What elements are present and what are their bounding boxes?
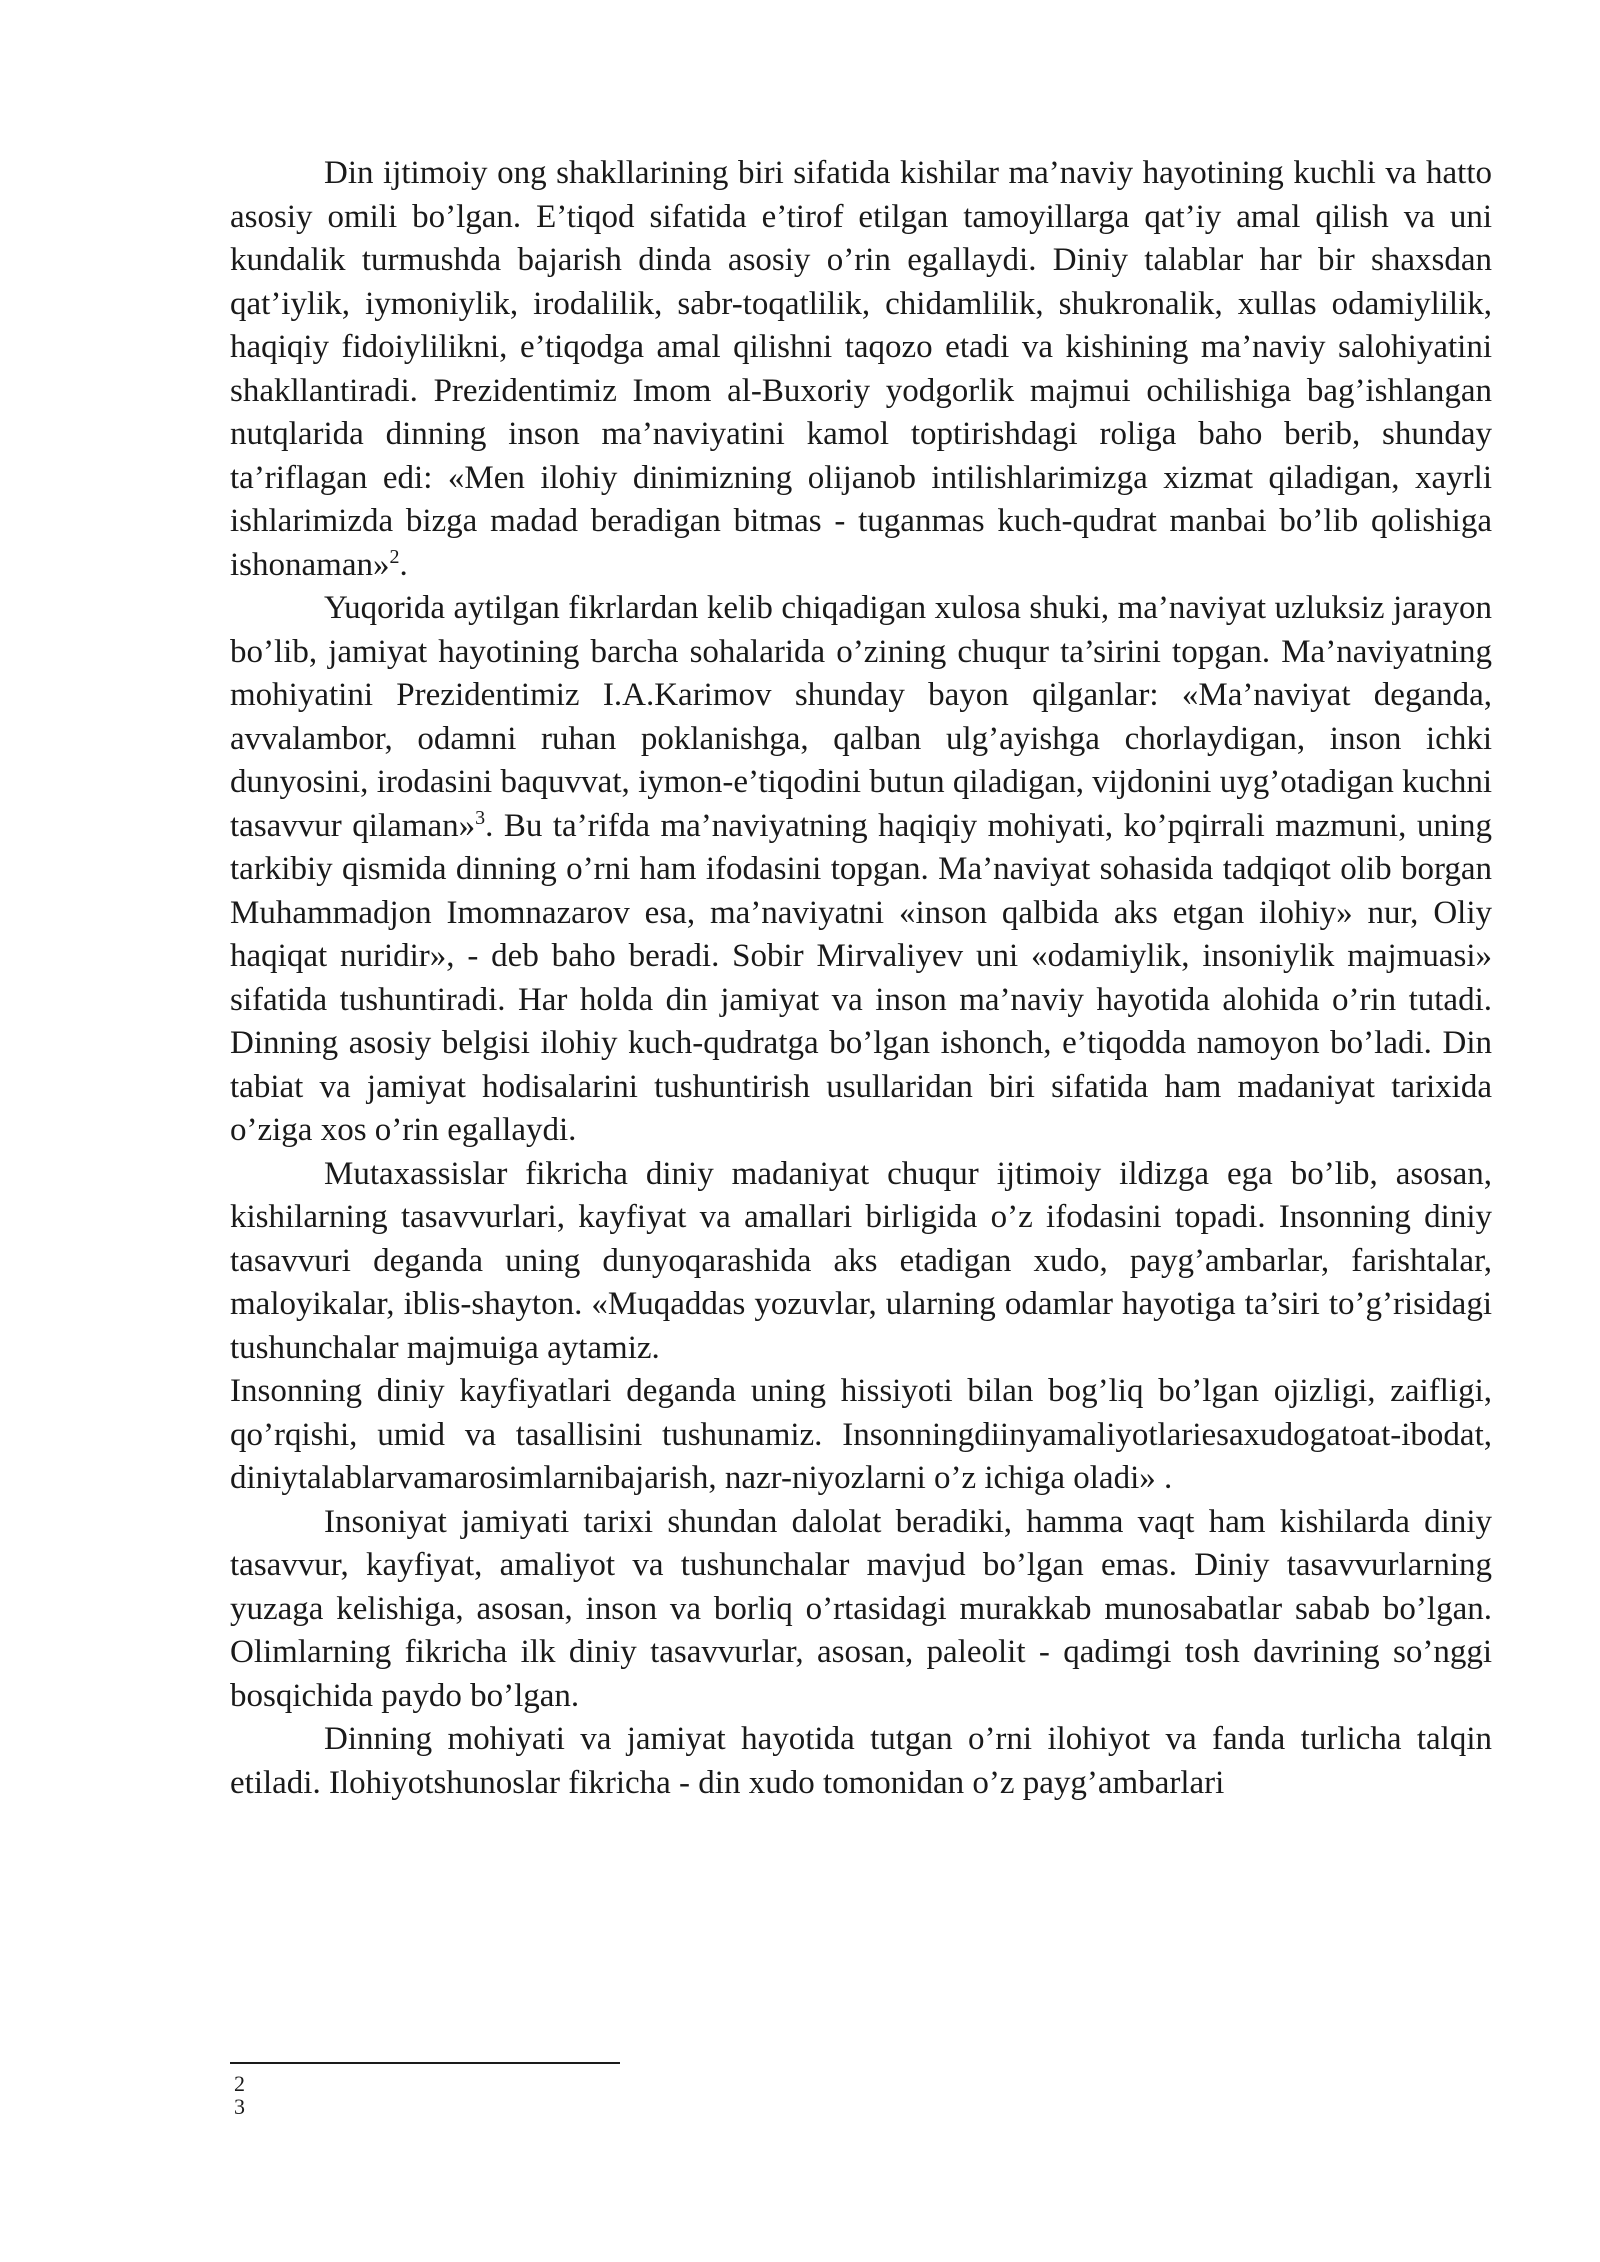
paragraph-text: Insonning diniy kayfiyatlari deganda uning hissiyoti bilan bog’liq bo’lgan ojizligi, zaifligi, qo’rqishi, umid va tasallisini tushunamiz. Insonningdiinyamaliyotlariesaxudogatoat-ibodat, diniytalablarvamarosimlarnibajarish, nazr-niyozlarni o’z ichiga oladi» .	[230, 1373, 1492, 1496]
paragraph-text: .	[399, 546, 408, 583]
paragraph-2	[230, 587, 1492, 1153]
paragraph-6	[230, 1718, 1492, 1805]
footnote-separator	[230, 2062, 620, 2064]
footnote-3: 3	[234, 2094, 245, 2119]
paragraph-3	[230, 1153, 1492, 1371]
footnote-ref-3[interactable]: 3	[475, 806, 486, 829]
paragraph-text: Insoniyat jamiyati tarixi shundan dalolat beradiki, hamma vaqt ham kishilarda diniy tasavvur, kayfiyat, amaliyot va tushunchalar mavjud bo’lgan emas. Diniy tasavvurlarning yuzaga kelishiga, asosan, inson va borliq o’rtasidagi murakkab munosabatlar sabab bo’lgan. Olimlarning fikricha ilk diniy tasavvurlar, asosan, paleolit - qadimgi tosh davrining so’nggi bosqichida paydo bo’lgan.	[230, 1503, 1492, 1714]
paragraph-text: Yuqorida aytilgan fikrlardan kelib chiqadigan xulosa shuki, ma’naviyat uzluksiz jarayon bo’lib, jamiyat hayotining barcha sohalarida o’zining chuqur ta’sirini topgan. Ma’naviyatning mohiyatini Prezidentimiz I.A.Karimov shunday bayon qilganlar: «Ma’naviyat deganda, avvalambor, odamni ruhan poklanishga, qalban ulg’ayishga chorlaydigan, inson ichki dunyosini, irodasini baquvvat, iymon-e’tiqodini butun qiladigan, vijdonini uyg’otadigan kuchni tasavvur qilaman»	[230, 590, 1492, 844]
paragraph-1	[230, 152, 1492, 587]
paragraph-text: Mutaxassislar fikricha diniy madaniyat chuqur ijtimoiy ildizga ega bo’lib, asosan, kishilarning tasavvurlari, kayfiyat va amallari birligida o’z ifodasini topadi. Insonning diniy tasavvuri deganda uning dunyoqarashida aks etadigan xudo, payg’ambarlar, farishtalar, maloyikalar, iblis-shayton. «Muqaddas yozuvlar, ularning odamlar hayotiga ta’siri to’g’risidagi tushunchalar majmuiga aytamiz.	[230, 1155, 1492, 1366]
paragraph-4	[230, 1370, 1492, 1501]
body-text	[230, 152, 1492, 1805]
paragraph-text: Dinning mohiyati va jamiyat hayotida tutgan o’rni ilohiyot va fanda turlicha talqin etiladi. Ilohiyotshunoslar fikricha - din xudo tomonidan o’z payg’ambarlari	[230, 1721, 1492, 1801]
paragraph-5	[230, 1501, 1492, 1719]
paragraph-text: . Bu ta’rifda ma’naviyatning haqiqiy mohiyati, ko’pqirrali mazmuni, uning tarkibiy qismida dinning o’rni ham ifodasini topgan. Ma’naviyat sohasida tadqiqot olib borgan Muhammadjon Imomnazarov esa, ma’naviyatni «inson qalbida aks etgan ilohiy» nur, Oliy haqiqat nuridir», - deb baho beradi. Sobir Mirvaliyev uni «odamiylik, insoniylik majmuasi» sifatida tushuntiradi. Har holda din jamiyat va inson ma’naviy hayotida alohida o’rin tutadi. Dinning asosiy belgisi ilohiy kuch-qudratga bo’lgan ishonch, e’tiqodda namoyon bo’ladi. Din tabiat va jamiyat hodisalarini tushuntirish usullaridan biri sifatida ham madaniyat tarixida o’ziga xos o’rin egallaydi.	[230, 807, 1493, 1148]
footnotes	[234, 2072, 245, 2118]
paragraph-text: Din ijtimoiy ong shakllarining biri sifatida kishilar ma’naviy hayotining kuchli va hatto asosiy omili bo’lgan. E’tiqod sifatida e’tirof etilgan tamoyillarga qat’iy amal qilish va uni kundalik turmushda bajarish dinda asosiy o’rin egallaydi. Diniy talablar har bir shaxsdan qat’iylik, iymoniylik, irodalilik, sabr-toqatlilik, chidamlilik, shukronalik, xullas odamiylilik, haqiqiy fidoiylilikni, e’tiqodga amal qilishni taqozo etadi va kishining ma’naviy salohiyatini shakllantiradi. Prezidentimiz Imom al-Buxoriy yodgorlik majmui ochilishiga bag’ishlangan nutqlarida dinning inson ma’naviyatini kamol toptirishdagi roliga baho berib, shunday ta’riflagan edi: «Men ilohiy dinimizning olijanob intilishlarimizga xizmat qiladigan, xayrli ishlarimizda bizga madad beradigan bitmas - tuganmas kuch-qudrat manbai bo’lib qolishiga ishonaman»	[230, 155, 1492, 583]
footnote-ref-2[interactable]: 2	[389, 545, 400, 568]
footnote-2: 2	[234, 2071, 245, 2096]
